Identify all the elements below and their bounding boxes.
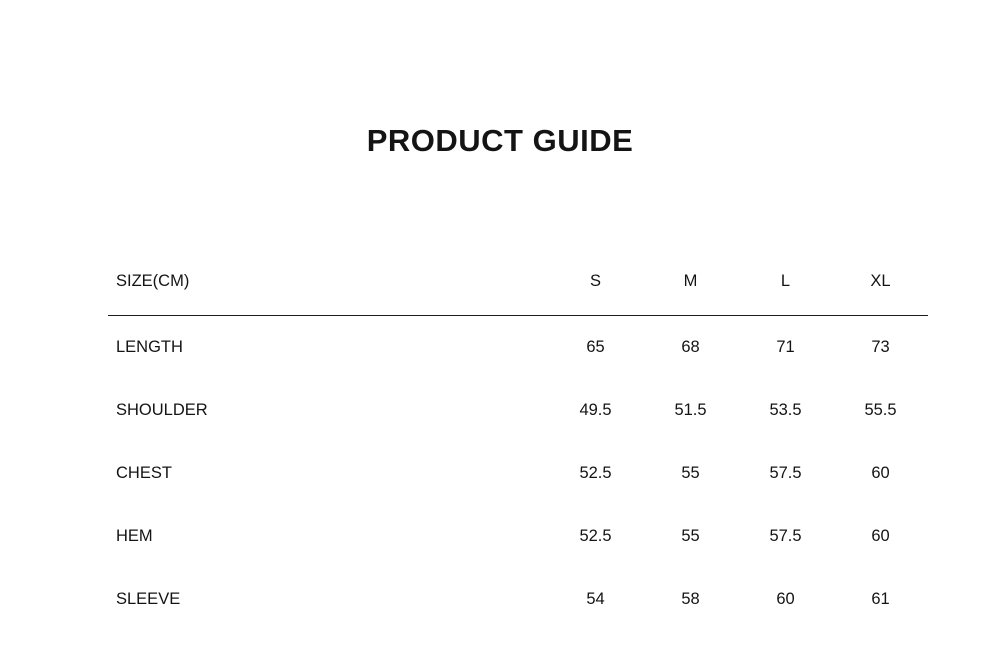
row-label-sleeve: SLEEVE	[116, 590, 181, 608]
cell-sleeve-l: 60	[776, 590, 795, 608]
column-header-size: SIZE(CM)	[108, 272, 548, 316]
cell-sleeve-xl: 61	[871, 590, 890, 608]
cell-hem-xl: 60	[871, 527, 890, 545]
cell-chest-xl: 60	[871, 464, 890, 482]
size-chart	[108, 272, 928, 631]
size-table-body	[108, 316, 928, 632]
cell-length-m: 68	[681, 338, 700, 356]
table-row	[108, 316, 928, 380]
table-row	[108, 442, 928, 505]
cell-length-xl: 73	[871, 338, 890, 356]
cell-chest-s: 52.5	[579, 464, 612, 482]
column-header-xl: XL	[833, 272, 928, 316]
table-row	[108, 505, 928, 568]
table-row	[108, 379, 928, 442]
table-header-row	[108, 272, 928, 316]
column-header-s: S	[548, 272, 643, 316]
cell-sleeve-s: 54	[586, 590, 605, 608]
cell-hem-s: 52.5	[579, 527, 612, 545]
cell-sleeve-m: 58	[681, 590, 700, 608]
cell-shoulder-xl: 55.5	[864, 401, 897, 419]
row-label-hem: HEM	[116, 527, 153, 545]
table-row	[108, 568, 928, 631]
column-header-l: L	[738, 272, 833, 316]
cell-shoulder-s: 49.5	[579, 401, 612, 419]
size-table-header	[108, 272, 928, 316]
column-header-m: M	[643, 272, 738, 316]
cell-chest-l: 57.5	[769, 464, 802, 482]
cell-shoulder-l: 53.5	[769, 401, 802, 419]
cell-length-s: 65	[586, 338, 605, 356]
cell-chest-m: 55	[681, 464, 700, 482]
row-label-chest: CHEST	[116, 464, 172, 482]
page-title: PRODUCT GUIDE	[366, 123, 634, 158]
size-table	[108, 272, 928, 631]
cell-hem-l: 57.5	[769, 527, 802, 545]
cell-length-l: 71	[776, 338, 795, 356]
row-label-shoulder: SHOULDER	[116, 401, 208, 419]
cell-hem-m: 55	[681, 527, 700, 545]
row-label-length: LENGTH	[116, 338, 183, 356]
cell-shoulder-m: 51.5	[674, 401, 707, 419]
